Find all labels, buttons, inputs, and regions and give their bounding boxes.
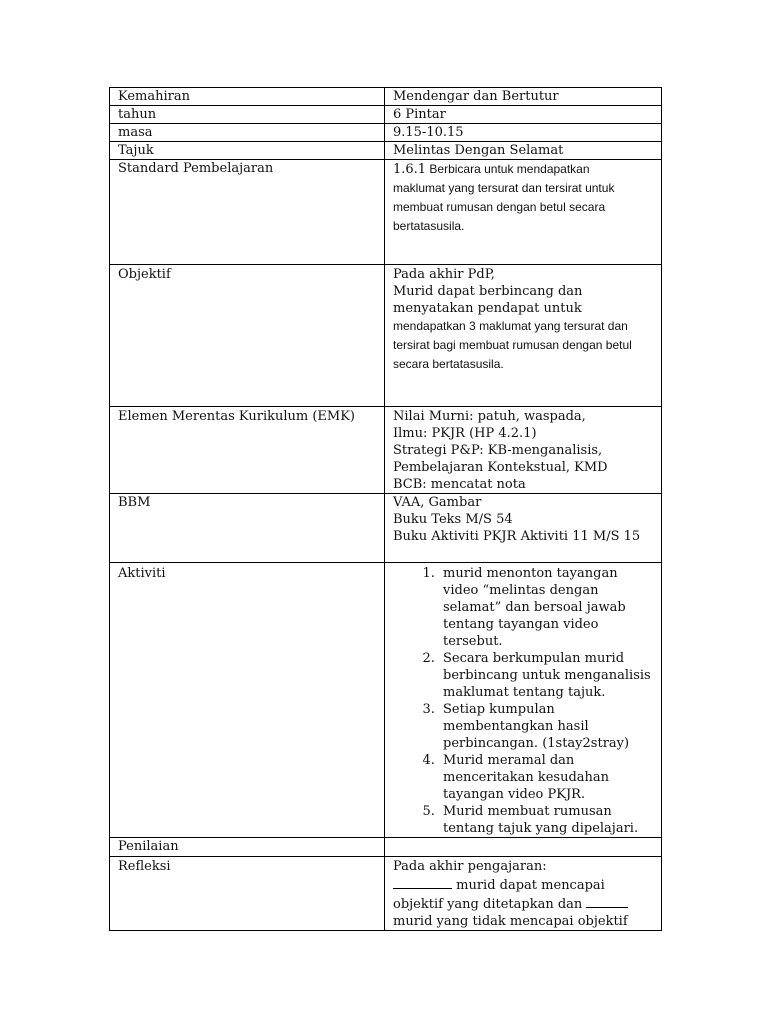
- standard-line: [393, 160, 661, 179]
- row-value-penilaian: [385, 838, 662, 857]
- aktiviti-text: 5. Murid membuat rumusan: [443, 804, 612, 819]
- row-label-refleksi: Refleksi: [110, 857, 385, 931]
- aktiviti-text: tayangan video PKJR.: [443, 787, 586, 802]
- aktiviti-text: selamat” dan bersoal jawab: [443, 600, 626, 615]
- row-label-masa: masa: [110, 124, 385, 142]
- objektif-line: Pada akhir PdP,: [393, 267, 495, 282]
- emk-line: Nilai Murni: patuh, waspada,: [393, 409, 586, 424]
- table-row: [110, 838, 662, 857]
- list-item: [439, 565, 661, 650]
- standard-text: Berbicara untuk mendapatkan: [429, 162, 590, 176]
- aktiviti-text: maklumat tentang tajuk.: [443, 685, 606, 700]
- table-row: [110, 88, 662, 106]
- aktiviti-text: 1. murid menonton tayangan: [443, 566, 618, 581]
- table-row: [110, 494, 662, 563]
- table-row: [110, 124, 662, 142]
- table-row: [110, 407, 662, 494]
- row-label-objektif: Objektif: [110, 265, 385, 407]
- standard-line: maklumat yang tersurat dan tersirat untuk: [393, 181, 615, 195]
- aktiviti-list: [393, 565, 661, 837]
- objektif-line: menyatakan pendapat untuk: [393, 301, 582, 316]
- aktiviti-text: video “melintas dengan: [443, 583, 599, 598]
- list-item: [439, 701, 661, 752]
- row-value-bbm: [385, 494, 662, 563]
- bbm-line: Buku Teks M/S 54: [393, 512, 513, 527]
- row-label-bbm: BBM: [110, 494, 385, 563]
- table-row: [110, 106, 662, 124]
- aktiviti-text: membentangkan hasil: [443, 719, 589, 734]
- table-row: [110, 563, 662, 838]
- aktiviti-text: 3. Setiap kumpulan: [443, 702, 555, 717]
- bbm-line: Buku Aktiviti PKJR Aktiviti 11 M/S 15: [393, 529, 641, 544]
- row-label-tajuk: Tajuk: [110, 142, 385, 160]
- table-row: [110, 265, 662, 407]
- objektif-line: mendapatkan 3 maklumat yang tersurat dan: [393, 319, 628, 333]
- refleksi-text: murid dapat mencapai: [456, 878, 605, 893]
- blank-line: [393, 875, 452, 889]
- row-label-tahun: tahun: [110, 106, 385, 124]
- table-row: [110, 142, 662, 160]
- aktiviti-text: 2. Secara berkumpulan murid: [443, 651, 625, 666]
- objektif-line: secara bertatasusila.: [393, 357, 504, 371]
- aktiviti-text: tentang tayangan video: [443, 617, 599, 632]
- row-value-aktiviti: [385, 563, 662, 838]
- row-label-penilaian: Penilaian: [110, 838, 385, 857]
- list-item: [439, 650, 661, 701]
- row-value-tahun: 6 Pintar: [385, 106, 662, 124]
- emk-line: Pembelajaran Kontekstual, KMD: [393, 460, 608, 475]
- row-value-standard: [385, 160, 662, 265]
- blank-line: [586, 894, 628, 908]
- table-row: [110, 160, 662, 265]
- standard-code: 1.6.1: [393, 162, 427, 177]
- row-label-aktiviti: Aktiviti: [110, 563, 385, 838]
- aktiviti-text: tersebut.: [443, 634, 503, 649]
- row-label-emk: Elemen Merentas Kurikulum (EMK): [110, 407, 385, 494]
- standard-line: membuat rumusan dengan betul secara: [393, 200, 606, 214]
- row-value-masa: 9.15-10.15: [385, 124, 662, 142]
- refleksi-line: [393, 894, 661, 913]
- emk-line: BCB: mencatat nota: [393, 477, 526, 492]
- bbm-line: VAA, Gambar: [393, 495, 482, 510]
- row-value-refleksi: [385, 857, 662, 931]
- objektif-line: tersirat bagi membuat rumusan dengan betul: [393, 338, 632, 352]
- emk-line: Ilmu: PKJR (HP 4.2.1): [393, 426, 537, 441]
- refleksi-line: Pada akhir pengajaran:: [393, 859, 547, 874]
- refleksi-text: objektif yang ditetapkan dan: [393, 897, 583, 912]
- refleksi-line: [393, 875, 661, 894]
- emk-line: Strategi P&P: KB-menganalisis,: [393, 443, 603, 458]
- objektif-line: Murid dapat berbincang dan: [393, 284, 583, 299]
- list-item: [439, 803, 661, 837]
- row-label-standard: Standard Pembelajaran: [110, 160, 385, 265]
- row-value-tajuk: Melintas Dengan Selamat: [385, 142, 662, 160]
- aktiviti-text: tentang tajuk yang dipelajari.: [443, 821, 639, 836]
- lesson-plan-table: [109, 87, 662, 931]
- row-value-objektif: [385, 265, 662, 407]
- aktiviti-text: berbincang untuk menganalisis: [443, 668, 651, 683]
- aktiviti-text: menceritakan kesudahan: [443, 770, 610, 785]
- row-value-emk: [385, 407, 662, 494]
- list-item: [439, 752, 661, 803]
- table-row: [110, 857, 662, 931]
- aktiviti-text: perbincangan. (1stay2stray): [443, 736, 630, 751]
- aktiviti-text: 4. Murid meramal dan: [443, 753, 575, 768]
- row-value-kemahiran: Mendengar dan Bertutur: [385, 88, 662, 106]
- row-label-kemahiran: Kemahiran: [110, 88, 385, 106]
- refleksi-line: murid yang tidak mencapai objektif: [393, 914, 628, 929]
- standard-line: bertatasusila.: [393, 219, 465, 233]
